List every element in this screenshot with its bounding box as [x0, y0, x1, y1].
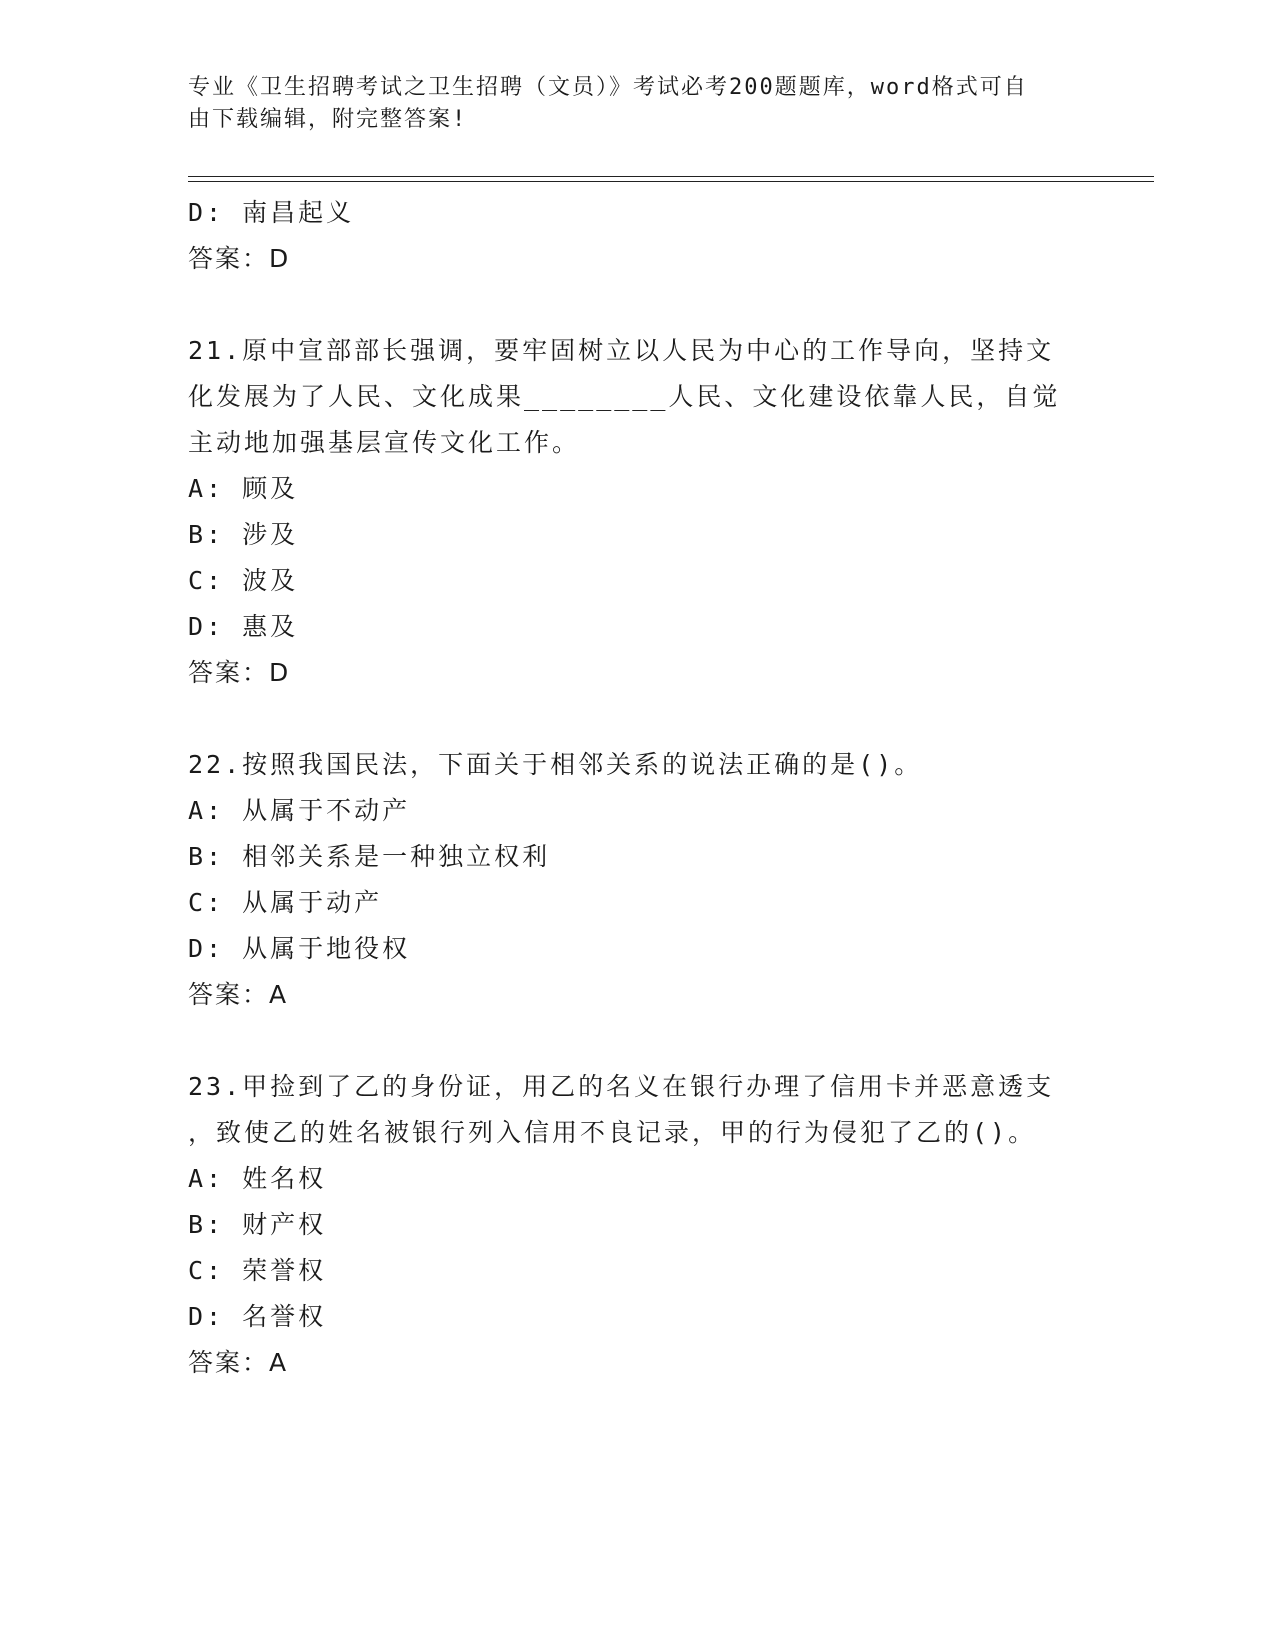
- question-text-line-2: 化发展为了人民、文化成果________人民、文化建设依靠人民，自觉: [188, 382, 1061, 411]
- question-text-line-1: 22.按照我国民法，下面关于相邻关系的说法正确的是()。: [188, 750, 923, 779]
- spacer: [188, 282, 1088, 328]
- option-a: A: 顾及: [188, 474, 299, 503]
- question-text-line-2: ，致使乙的姓名被银行列入信用不良记录，甲的行为侵犯了乙的()。: [188, 1118, 1037, 1147]
- question-21: [188, 328, 1088, 696]
- option-b: B: 涉及: [188, 520, 299, 549]
- question-23: [188, 1064, 1088, 1386]
- header-rule-top: [188, 176, 1154, 177]
- document-body: [188, 190, 1088, 1386]
- answer: 答案：D: [188, 658, 291, 687]
- page-header: [188, 72, 1068, 136]
- question-22: [188, 742, 1088, 1018]
- option-c: C: 荣誉权: [188, 1256, 327, 1285]
- option-d: D: 惠及: [188, 612, 299, 641]
- question-text-line-3: 主动地加强基层宣传文化工作。: [188, 428, 581, 457]
- option-b: B: 财产权: [188, 1210, 327, 1239]
- option-d: D: 南昌起义: [188, 198, 355, 227]
- spacer: [188, 1018, 1088, 1064]
- option-a: A: 姓名权: [188, 1164, 327, 1193]
- header-line-2: 由下载编辑，附完整答案!: [188, 107, 468, 132]
- option-b: B: 相邻关系是一种独立权利: [188, 842, 551, 871]
- option-c: C: 波及: [188, 566, 299, 595]
- spacer: [188, 696, 1088, 742]
- option-c: C: 从属于动产: [188, 888, 383, 917]
- answer: 答案：A: [188, 980, 289, 1009]
- question-text-line-1: 21.原中宣部部长强调，要牢固树立以人民为中心的工作导向，坚持文: [188, 336, 1055, 365]
- option-a: A: 从属于不动产: [188, 796, 411, 825]
- header-rule-bottom: [188, 181, 1154, 182]
- question-text-line-1: 23.甲捡到了乙的身份证，用乙的名义在银行办理了信用卡并恶意透支: [188, 1072, 1055, 1101]
- question-20-tail: [188, 190, 1088, 282]
- option-d: D: 名誉权: [188, 1302, 327, 1331]
- option-d: D: 从属于地役权: [188, 934, 411, 963]
- header-line-1: 专业《卫生招聘考试之卫生招聘（文员）》考试必考200题题库，word格式可自: [188, 75, 1028, 100]
- answer: 答案：D: [188, 244, 291, 273]
- answer: 答案：A: [188, 1348, 289, 1377]
